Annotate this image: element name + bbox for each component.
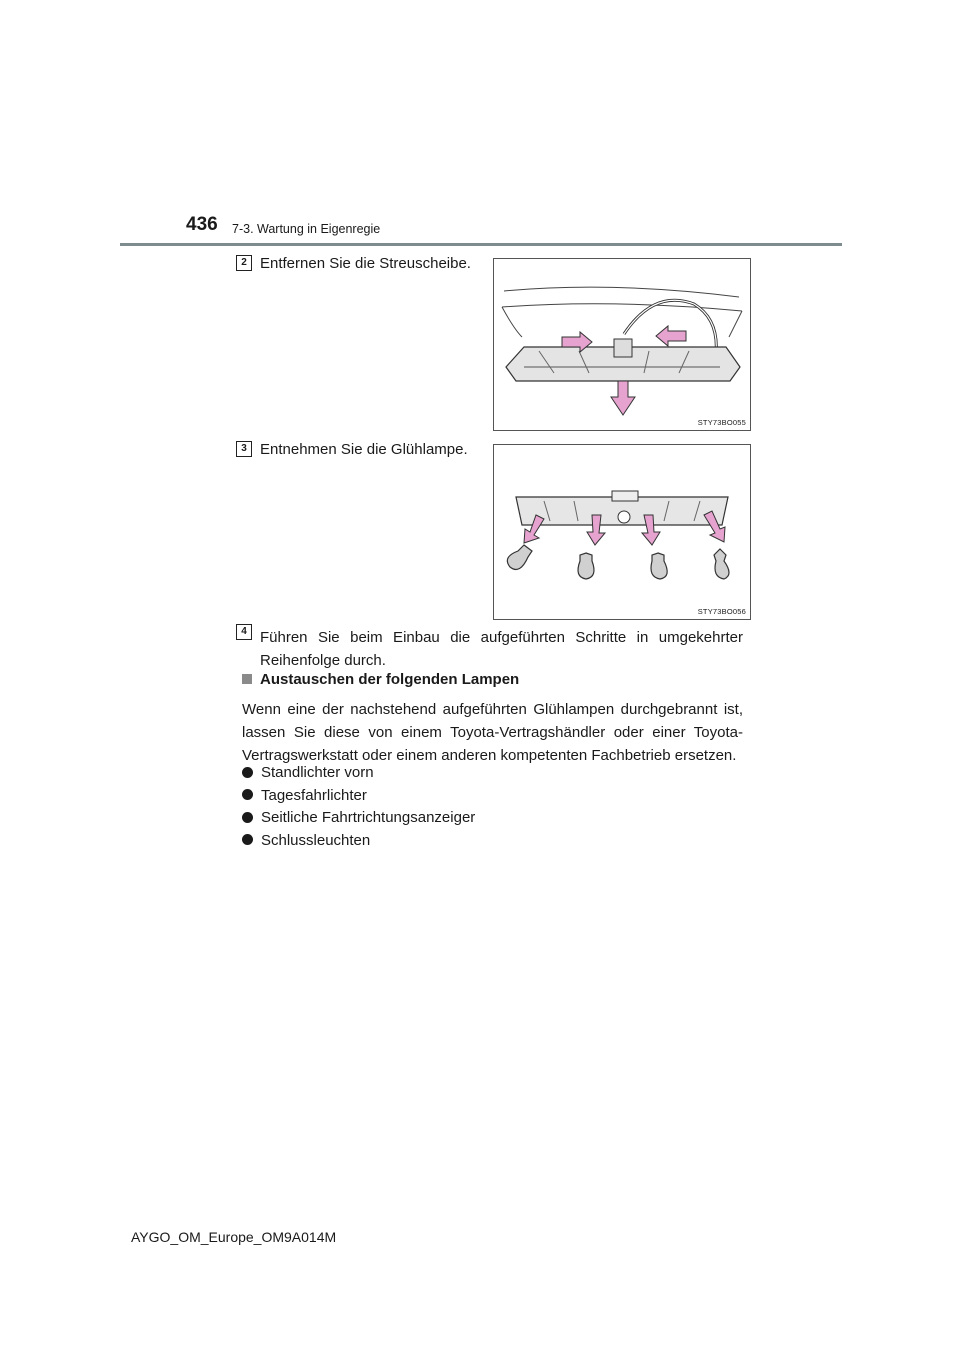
square-marker-icon — [242, 674, 252, 684]
replacement-paragraph: Wenn eine der nachstehend aufgeführten Glühlampen durchgebrannt ist, lassen Sie diese von einem Toyota-Vertragshändler oder einer Toyota-Vertragswerkstatt oder einem anderen kompetenten Fachbetrieb ersetzen. — [242, 701, 743, 764]
replacement-heading — [242, 671, 519, 688]
lens-removal-illustration — [494, 259, 750, 430]
bullet-icon — [242, 812, 253, 823]
list-item: Seitliche Fahrtrichtungsanzeiger — [242, 807, 475, 830]
list-item: Standlichter vorn — [242, 762, 475, 785]
figure-code-056: STY73BO056 — [697, 607, 746, 616]
lamp-list — [242, 762, 475, 852]
section-title: 7-3. Wartung in Eigenregie — [232, 222, 381, 236]
figure-code-055: STY73BO055 — [697, 418, 746, 427]
step-badge-4: 4 — [236, 624, 252, 640]
bullet-icon — [242, 789, 253, 800]
list-item: Tagesfahrlichter — [242, 785, 475, 808]
header-rule — [120, 243, 842, 246]
bulb-removal-illustration — [494, 445, 750, 619]
step-3-text: Entnehmen Sie die Glühlampe. — [260, 441, 468, 458]
list-item: Schlussleuchten — [242, 830, 475, 853]
figure-bulb-removal — [493, 444, 751, 620]
replacement-heading-text: Austauschen der folgenden Lampen — [260, 671, 520, 688]
bullet-icon — [242, 767, 253, 778]
figure-lens-removal — [493, 258, 751, 431]
step-badge-2: 2 — [236, 255, 252, 271]
step-4-text: Führen Sie beim Einbau die aufgeführten Schritte in umgekehrter Reihenfolge durch. — [260, 629, 743, 669]
document-code: AYGO_OM_Europe_OM9A014M — [131, 1229, 337, 1245]
page-number: 436 — [186, 214, 218, 235]
step-badge-3: 3 — [236, 441, 252, 457]
step-2-text: Entfernen Sie die Streuscheibe. — [260, 255, 471, 272]
bullet-icon — [242, 834, 253, 845]
